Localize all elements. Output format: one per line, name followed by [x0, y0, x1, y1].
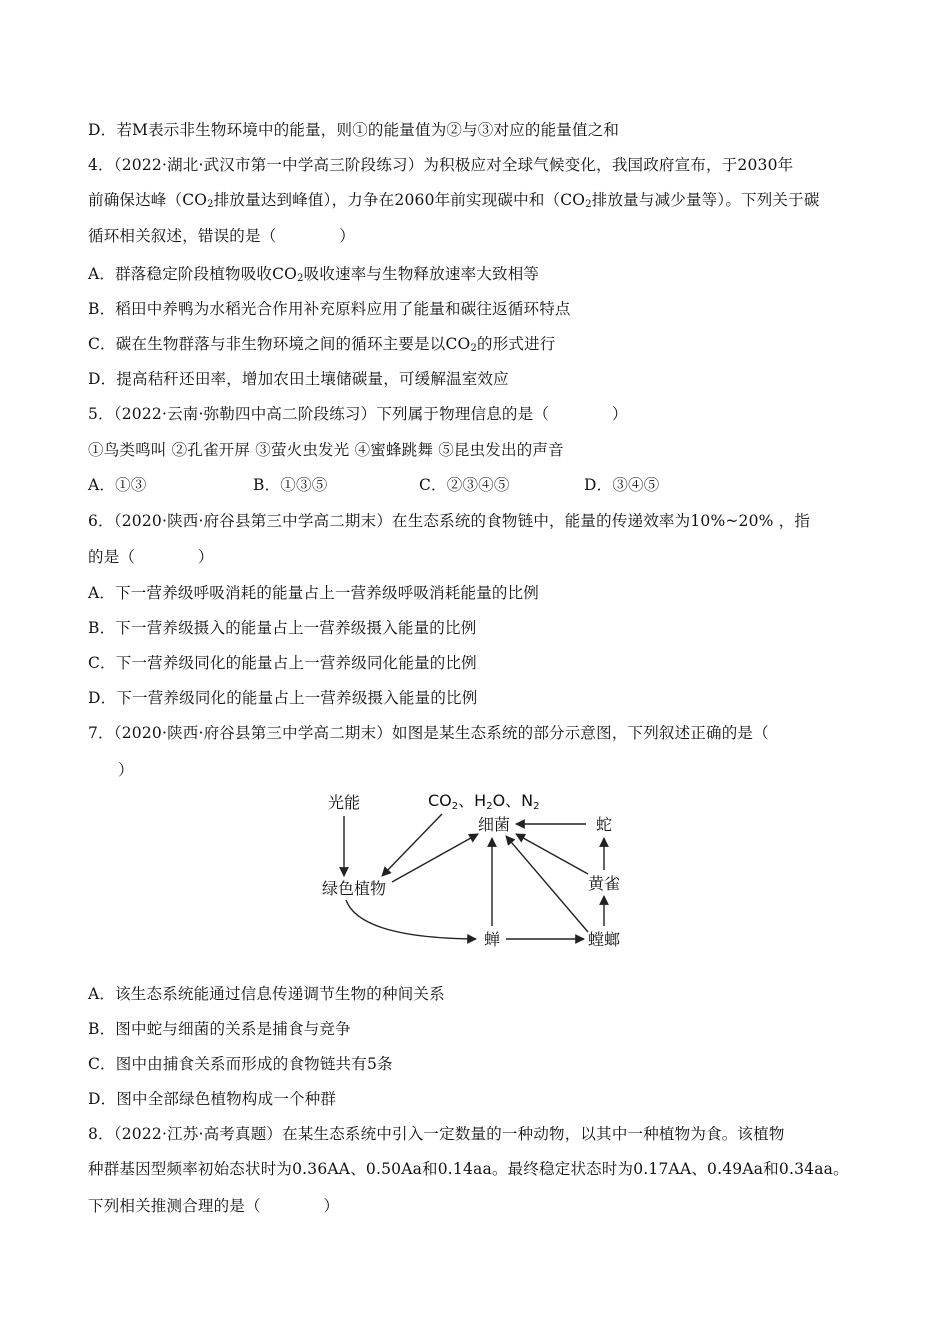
- q4-optc-a: C．碳在生物群落与非生物环境之间的循环主要是以CO: [88, 335, 471, 353]
- label-green-plant: 绿色植物: [322, 879, 387, 898]
- q6-option-a: A．下一营养级呼吸消耗的能量占上一营养级呼吸消耗能量的比例: [88, 584, 539, 602]
- q7-stem-line2: ）: [118, 761, 134, 779]
- q4-optc-b: 的形式进行: [477, 335, 556, 353]
- label-gases: [428, 791, 540, 812]
- q4-option-d: D．提高秸秆还田率，增加农田土壤储碳量，可缓解温室效应: [88, 370, 509, 388]
- q7-stem-line1: 7．（2020·陕西·府谷县第三中学高二期末）如图是某生态系统的部分示意图，下列叙述正确的是（: [88, 724, 769, 742]
- label-oriole: 黄雀: [588, 874, 621, 893]
- q8-stem-line1: 8．（2022·江苏·高考真题）在某生态系统中引入一定数量的一种动物，以其中一种植物为食。该植物: [88, 1125, 785, 1143]
- q6-stem-line1: 6．（2020·陕西·府谷县第三中学高二期末）在生态系统的食物链中，能量的传递效率为10%~20% ，指: [88, 512, 811, 530]
- q5-option-b: B．①③⑤: [253, 476, 328, 494]
- label-mantis: 螳螂: [588, 930, 621, 949]
- gas-sub2: 2: [486, 801, 493, 812]
- q4-stem-line3: 循环相关叙述，错误的是（ ）: [88, 227, 355, 245]
- q3-option-d: D．若M表示非生物环境中的能量，则①的能量值为②与③对应的能量值之和: [88, 121, 620, 139]
- q5-options: [88, 473, 659, 495]
- q4-stem2-sub2: 2: [585, 199, 592, 210]
- q6-stem-line2: 的是（ ）: [88, 548, 214, 566]
- q4-opta-a: A．群落稳定阶段植物吸收CO: [88, 265, 298, 283]
- q4-option-b: B．稻田中养鸭为水稻光合作用补充原料应用了能量和碳往返循环特点: [88, 300, 571, 318]
- q4-stem2-a: 前确保达峰（CO: [88, 191, 208, 209]
- arrow-mantis-to-bacteria: [506, 836, 588, 932]
- q4-stem-line1: 4．（2022·湖北·武汉市第一中学高三阶段练习）为积极应对全球气候变化，我国政府宣布，于2030年: [88, 156, 794, 174]
- gas-sub1: 2: [451, 801, 459, 812]
- q8-stem-line2: 种群基因型频率初始态状时为0.36AA、0.50Aa和0.14aa。最终稳定状态时为0.17AA、0.49Aa和0.34aa。: [88, 1160, 849, 1178]
- q4-opta-b: 吸收速率与生物释放速率大致相等: [303, 265, 540, 283]
- label-light-energy: 光能: [328, 793, 361, 812]
- q5-stem: 5．（2022·云南·弥勒四中高二阶段练习）下列属于物理信息的是（ ）: [88, 405, 628, 423]
- q5-option-d: D．③④⑤: [584, 476, 660, 494]
- q6-option-c: C．下一营养级同化的能量占上一营养级同化能量的比例: [88, 654, 477, 672]
- q4-stem2-sub1: 2: [207, 199, 214, 210]
- label-snake: 蛇: [596, 815, 613, 834]
- label-cicada: 蝉: [484, 930, 501, 949]
- q4-stem-line2: [88, 188, 820, 210]
- q4-stem2-c: 排放量与减少量等）。下列关于碳: [591, 191, 820, 209]
- arrow-gases-to-plant: [382, 814, 442, 876]
- q4-stem2-b: 排放量达到峰值），力争在2060年前实现碳中和（CO: [213, 191, 586, 209]
- q5-option-c: C．②③④⑤: [419, 476, 510, 494]
- gas-sub3: 2: [533, 801, 540, 812]
- q5-option-a: A．①③: [88, 476, 147, 494]
- q4-option-a: [88, 262, 539, 284]
- gas-co: CO: [428, 791, 452, 810]
- q6-option-b: B．下一营养级摄入的能量占上一营养级摄入能量的比例: [88, 619, 477, 637]
- food-web-diagram: [300, 786, 650, 958]
- gas-h: 、H: [458, 791, 487, 810]
- gas-on: O、N: [492, 791, 534, 810]
- q7-option-d: D．图中全部绿色植物构成一个种群: [88, 1090, 337, 1108]
- q8-stem-line3: 下列相关推测合理的是（ ）: [88, 1197, 340, 1215]
- q7-option-c: C．图中由捕食关系而形成的食物链共有5条: [88, 1055, 393, 1073]
- arrow-plant-to-bacteria: [392, 834, 478, 882]
- q7-option-b: B．图中蛇与细菌的关系是捕食与竞争: [88, 1020, 351, 1038]
- q6-option-d: D．下一营养级同化的能量占上一营养级摄入能量的比例: [88, 689, 478, 707]
- q5-items: ①鸟类鸣叫 ②孔雀开屏 ③萤火虫发光 ④蜜蜂跳舞 ⑤昆虫发出的声音: [88, 441, 564, 459]
- q4-optc-sub: 2: [470, 343, 477, 354]
- q7-option-a: A．该生态系统能通过信息传递调节生物的种间关系: [88, 985, 445, 1003]
- label-bacteria: 细菌: [478, 815, 511, 834]
- arrow-oriole-to-bacteria: [516, 834, 588, 874]
- arrow-plant-to-cicada: [346, 900, 476, 939]
- q4-option-c: [88, 332, 556, 354]
- q4-opta-sub: 2: [297, 273, 304, 284]
